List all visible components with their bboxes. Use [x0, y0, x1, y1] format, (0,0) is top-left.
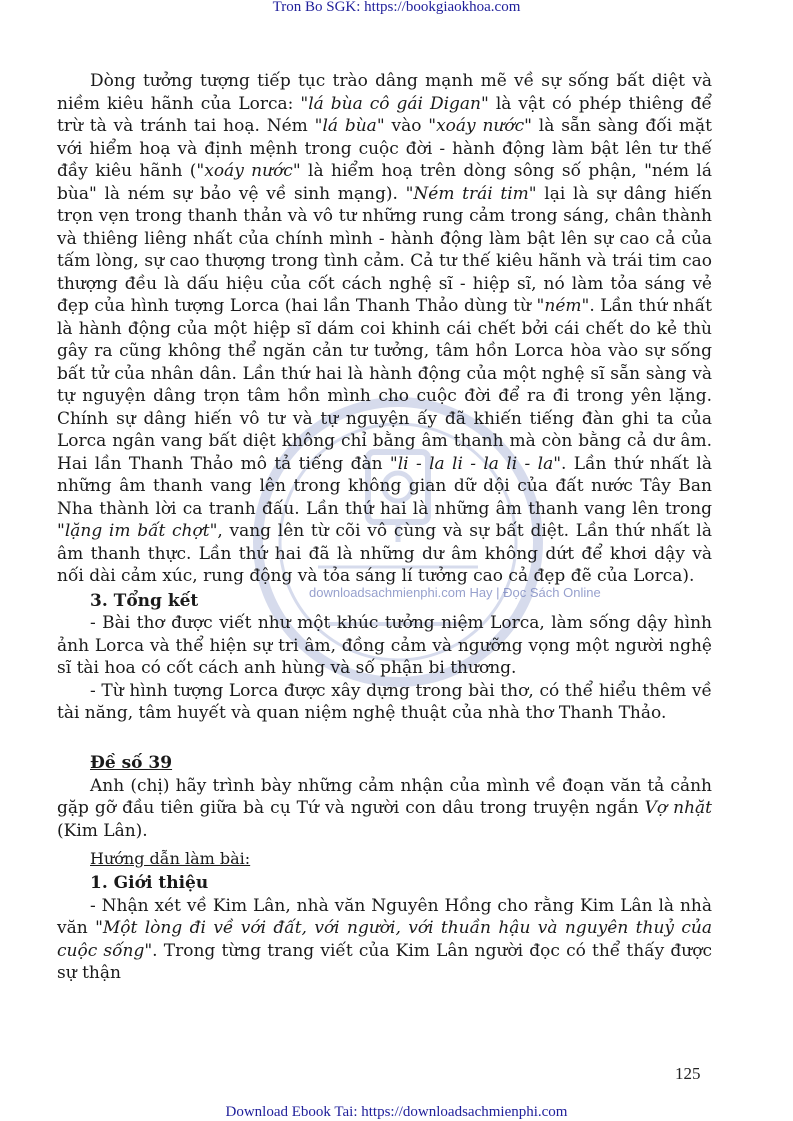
footer-download-link[interactable]: Download Ebook Tai: https://downloadsachmienphi.com [225, 1104, 568, 1120]
page-number: 125 [675, 1064, 701, 1083]
heading-tong-ket: 3. Tổng kết [90, 590, 199, 611]
paragraph-introduction: - Nhận xét về Kim Lân, nhà văn Nguyên Hồng cho rằng Kim Lân là nhà văn "Một lòng đi về với đất, với người, với thuần hậu và nguyên thuỷ của cuộc sống". Trong từng trang viết của Kim Lân người đọc có thể thấy được sự thận [57, 895, 712, 983]
paragraph-summary-1: - Bài thơ được viết như một khúc tưởng niệm Lorca, làm sống dậy hình ảnh Lorca và thể hiện sự tri âm, đồng cảm và ngưỡng vọng một người nghệ sĩ tài hoa có cốt cách anh hùng và số phận bi thương. [57, 613, 712, 678]
paragraph-question: Anh (chị) hãy trình bày những cảm nhận của mình về đoạn văn tả cảnh gặp gỡ đầu tiên giữa bà cụ Tứ và người con dâu trong truyện ngắn Vợ nhặt (Kim Lân). [57, 775, 712, 841]
watermark-text: downloadsachmienphi.com Hay | Đọc Sách Online [309, 585, 601, 600]
paragraph-summary-2: - Từ hình tượng Lorca được xây dựng trong bài thơ, có thể hiểu thêm về tài năng, tâm huyết và quan niệm nghệ thuật của nhà thơ Thanh Thảo. [57, 680, 712, 723]
heading-gioi-thieu: 1. Giới thiệu [90, 873, 209, 893]
paragraph-lorca-analysis: Dòng tưởng tượng tiếp tục trào dâng mạnh mẽ về sự sống bất diệt và niềm kiêu hãnh của Lorca: "lá bùa cô gái Digan" là vật có phép thiêng để trừ tà và tránh tai hoạ. Ném "lá bùa" vào "xoáy nước" là sẵn sàng đối mặt với hiểm hoạ và định mệnh trong cuộc đời - hành động làm bật lên tư thế đầy kiêu hãnh ("xoáy nước" là hiểm hoạ trên dòng sông số phận, "ném lá bùa" là ném sự bảo vệ về sinh mạng). "Ném trái tim" lại là sự dâng hiến trọn vẹn trong thanh thản và vô tư những rung cảm trong sáng, chân thành và thiêng liêng nhất của chính mình - hành động làm bật lên sự cao cả của tấm lòng, sự cao thượng trong tình cảm. Cả tư thế kiêu hãnh và trái tim cao thượng đều là dấu hiệu của cốt cách nghệ sĩ - hiệp sĩ, nó làm tỏa sáng vẻ đẹp của hình tượng Lorca (hai lần Thanh Thảo dùng từ "ném". Lần thứ nhất là hành động của một hiệp sĩ dám coi khinh cái chết bởi cái chết do kẻ thù gây ra cũng không thể ngăn cản tư tưởng, tâm hồn Lorca hòa vào sự sống bất tử của nhân dân. Lần thứ hai là hành động của một nghệ sĩ sẵn sàng và tự nguyện dâng trọn tâm hồn mình cho cuộc đời để ra đi trong yên lặng. Chính sự dâng hiến vô tư và tự nguyện ấy đã khiến tiếng đàn ghi ta của Lorca ngân vang bất diệt không chỉ bằng âm thanh mà còn bằng cả dư âm. Hai lần Thanh Thảo mô tả tiếng đàn "li - la li - la li - la". Lần thứ nhất là những âm thanh vang lên trong không gian dữ dội của đất nước Tây Ban Nha thành lời ca tranh đấu. Lần thứ hai là những âm thanh vang lên trong "lặng im bất chợt", vang lên từ cõi vô cùng và sự bất diệt. Lần thứ nhất là âm thanh thực. Lần thứ hai đã là những dư âm không dứt để khơi dậy và nối dài cảm xúc, rung động và tỏa sáng lí tưởng cao cả đẹp đẽ của Lorca). [57, 71, 713, 586]
section-title-de-so-39: Đề số 39 [90, 752, 173, 773]
header-source-link[interactable]: Tron Bo SGK: https://bookgiaokhoa.com [272, 0, 521, 15]
guide-title: Hướng dẫn làm bài: [90, 849, 251, 868]
page-content [57, 70, 712, 985]
